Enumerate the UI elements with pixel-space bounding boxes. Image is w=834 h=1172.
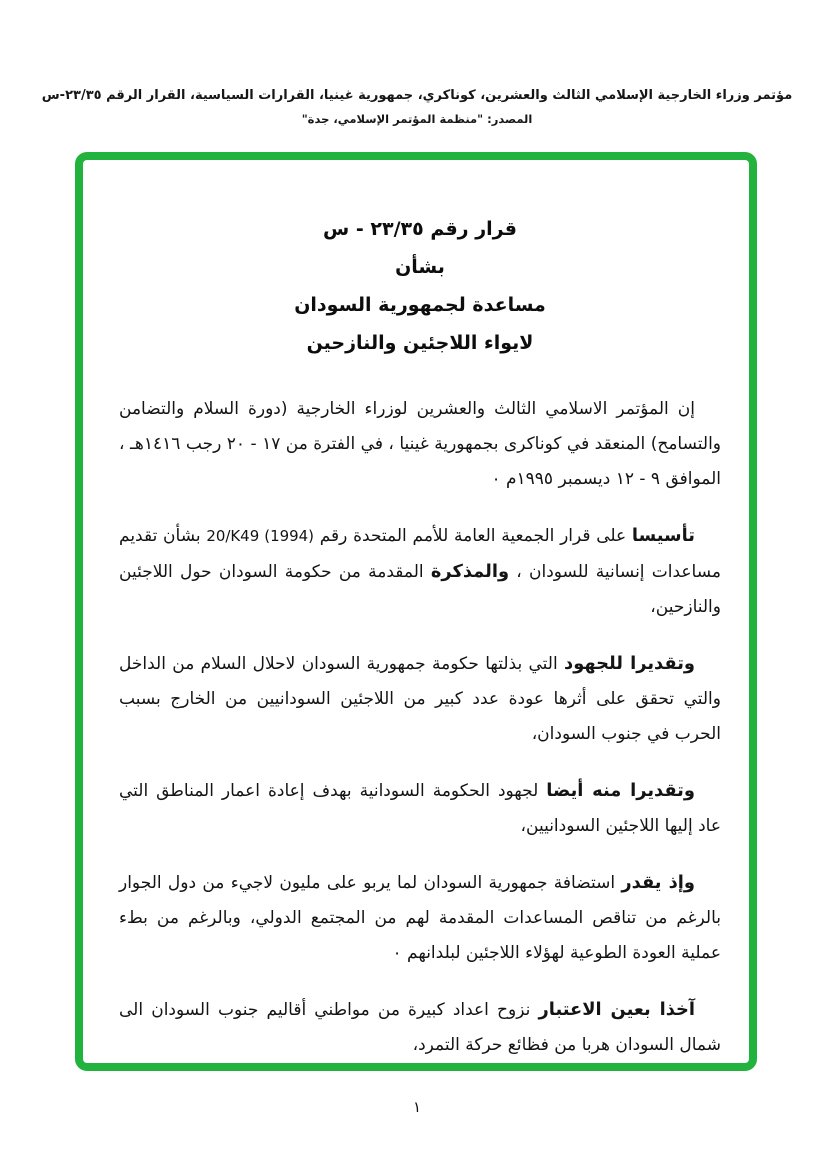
body-text: 20/K49 (1994) bbox=[206, 527, 315, 545]
page-number: ١ bbox=[412, 1098, 422, 1116]
paragraph-session-preamble bbox=[119, 392, 721, 497]
bold-lead-text: آخذا بعين الاعتبار bbox=[538, 999, 695, 1020]
document-citation-header bbox=[10, 86, 824, 128]
body-text: بشأن تقديم مساعدات إنسانية للسودان ، bbox=[119, 526, 722, 582]
paragraph-un-resolution-basis bbox=[119, 518, 721, 625]
paragraph-displacement-consideration bbox=[119, 992, 721, 1063]
resolution-number-title: قرار رقم ٢٣/٣٥ - س bbox=[323, 218, 517, 240]
paragraph-appreciation-peace-efforts bbox=[119, 646, 721, 752]
body-text: استضافة جمهورية السودان لما يربو على مليون لاجيء من دول الجوار بالرغم من تناقص المساعدات المقدمة لهم من المجتمع الدولي، وبالرغم من بطء عملية العودة الطوعية لهؤلاء اللاجئين لبلدانهم ٠ bbox=[119, 873, 721, 963]
bold-lead-text: تأسيسا bbox=[631, 525, 695, 546]
document-body bbox=[97, 160, 735, 1063]
paragraph-appreciation-reconstruction bbox=[119, 773, 721, 844]
source-line: المصدر: "منظمة المؤتمر الإسلامي، جدة" bbox=[301, 112, 533, 126]
regarding-title: بشأن bbox=[395, 256, 445, 278]
body-text: على قرار الجمعية العامة للأمم المتحدة رقم bbox=[314, 526, 632, 546]
body-text: المقدمة من حكومة السودان حول اللاجئين والنازحين، bbox=[119, 562, 721, 617]
bold-lead-text: والمذكرة bbox=[430, 561, 510, 582]
body-text: إن المؤتمر الاسلامي الثالث والعشرين لوزراء الخارجية (دورة السلام والتضامن والتسامح) المنعقد في كوناكرى بجمهورية غينيا ، في الفترة من ١٧ - ٢٠ رجب ١٤١٦هـ ، الموافق ٩ - ١٢ ديسمبر ١٩٩٥م ٠ bbox=[119, 399, 722, 489]
resolution-title-block bbox=[119, 210, 721, 362]
bold-lead-text: وإذ يقدر bbox=[621, 872, 695, 893]
subject-title-line1: مساعدة لجمهورية السودان bbox=[294, 294, 546, 316]
body-text: نزوح اعداد كبيرة من مواطني أقاليم جنوب السودان الى شمال السودان هربا من فظائع حركة التمرد، bbox=[119, 1000, 721, 1055]
body-text: التي بذلتها حكومة جمهورية السودان لاحلال السلام من الداخل والتي تحقق على أثرها عودة عدد كبير من اللاجئين السودانيين من الخارج بسبب الحرب في جنوب السودان، bbox=[119, 654, 721, 744]
subject-title-line2: لايواء اللاجئين والنازحين bbox=[306, 332, 534, 354]
bold-lead-text: وتقديرا منه أيضا bbox=[546, 780, 695, 801]
paragraph-hosting-refugees bbox=[119, 865, 721, 971]
citation-line: مؤتمر وزراء الخارجية الإسلامي الثالث والعشرين، كوناكري، جمهورية غينيا، القرارات السياسية، القرار الرقم ٢٣/٣٥-س bbox=[41, 88, 793, 103]
document-border-frame bbox=[75, 152, 757, 1071]
body-text: لجهود الحكومة السودانية بهدف إعادة اعمار المناطق التي عاد إليها اللاجئين السودانيين، bbox=[119, 781, 721, 836]
bold-lead-text: وتقديرا للجهود bbox=[564, 653, 695, 674]
